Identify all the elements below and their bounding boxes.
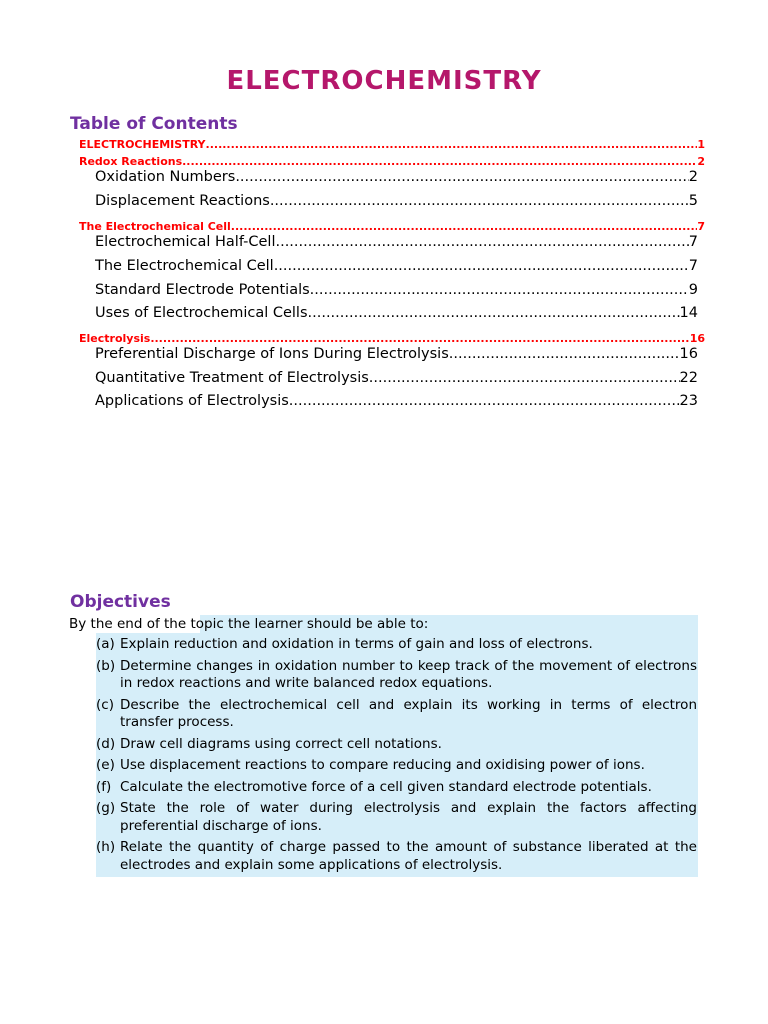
toc-entry-electrolysis[interactable]: Electrolysis ..... 16 — [79, 332, 705, 345]
toc-entry-uses-of-electrochemical-cells[interactable]: Uses of Electrochemical Cells ..... 14 — [95, 305, 698, 321]
objective-item: (g) State the role of water during electrolysis and explain the factors affecting preferential discharge of ions. — [96, 800, 697, 834]
table-of-contents — [0, 0, 768, 420]
toc-entry-preferential-discharge[interactable]: Preferential Discharge of Ions During Electrolysis ..... 16 — [95, 346, 698, 362]
toc-entry-quantitative-treatment[interactable]: Quantitative Treatment of Electrolysis ..... 22 — [95, 370, 698, 386]
toc-entry-electrochemistry[interactable]: ELECTROCHEMISTRY ..... 1 — [79, 138, 705, 151]
page-title: ELECTROCHEMISTRY — [226, 66, 542, 96]
objective-item: (f) Calculate the electromotive force of a cell given standard electrode potentials. — [96, 778, 652, 795]
objectives-list — [96, 636, 697, 878]
objectives-heading: Objectives — [70, 592, 171, 612]
objective-item: (e) Use displacement reactions to compare reducing and oxidising power of ions. — [96, 757, 645, 773]
toc-entry-oxidation-numbers[interactable]: Oxidation Numbers ..... 2 — [95, 169, 698, 185]
objective-item: (b) Determine changes in oxidation number to keep track of the movement of electrons in redox reactions and write balanced redox equations. — [96, 657, 697, 691]
toc-entry-redox-reactions[interactable]: Redox Reactions ..... 2 — [79, 155, 705, 168]
toc-entry-applications-of-electrolysis[interactable]: Applications of Electrolysis ..... 23 — [95, 393, 698, 409]
toc-entry-electrochemical-half-cell[interactable]: Electrochemical Half-Cell ..... 7 — [95, 234, 698, 250]
objective-item: (h) Relate the quantity of charge passed to the amount of substance liberated at the electrodes and explain some applications of electrolysis. — [96, 839, 697, 873]
objective-item: (d) Draw cell diagrams using correct cell notations. — [96, 735, 442, 752]
toc-entry-the-electrochemical-cell[interactable]: The Electrochemical Cell ..... 7 — [95, 258, 698, 274]
toc-entry-standard-electrode-potentials[interactable]: Standard Electrode Potentials ..... 9 — [95, 282, 698, 298]
objective-item: (a) Explain reduction and oxidation in terms of gain and loss of electrons. — [96, 636, 593, 652]
toc-entry-displacement-reactions[interactable]: Displacement Reactions ..... 5 — [95, 193, 698, 209]
toc-heading: Table of Contents — [70, 114, 238, 134]
objectives-intro: By the end of the topic the learner should be able to: — [69, 616, 429, 632]
toc-entry-electrochemical-cell-section[interactable]: The Electrochemical Cell ..... 7 — [79, 220, 705, 233]
objective-item: (c) Describe the electrochemical cell and explain its working in terms of electron transfer process. — [96, 696, 697, 730]
